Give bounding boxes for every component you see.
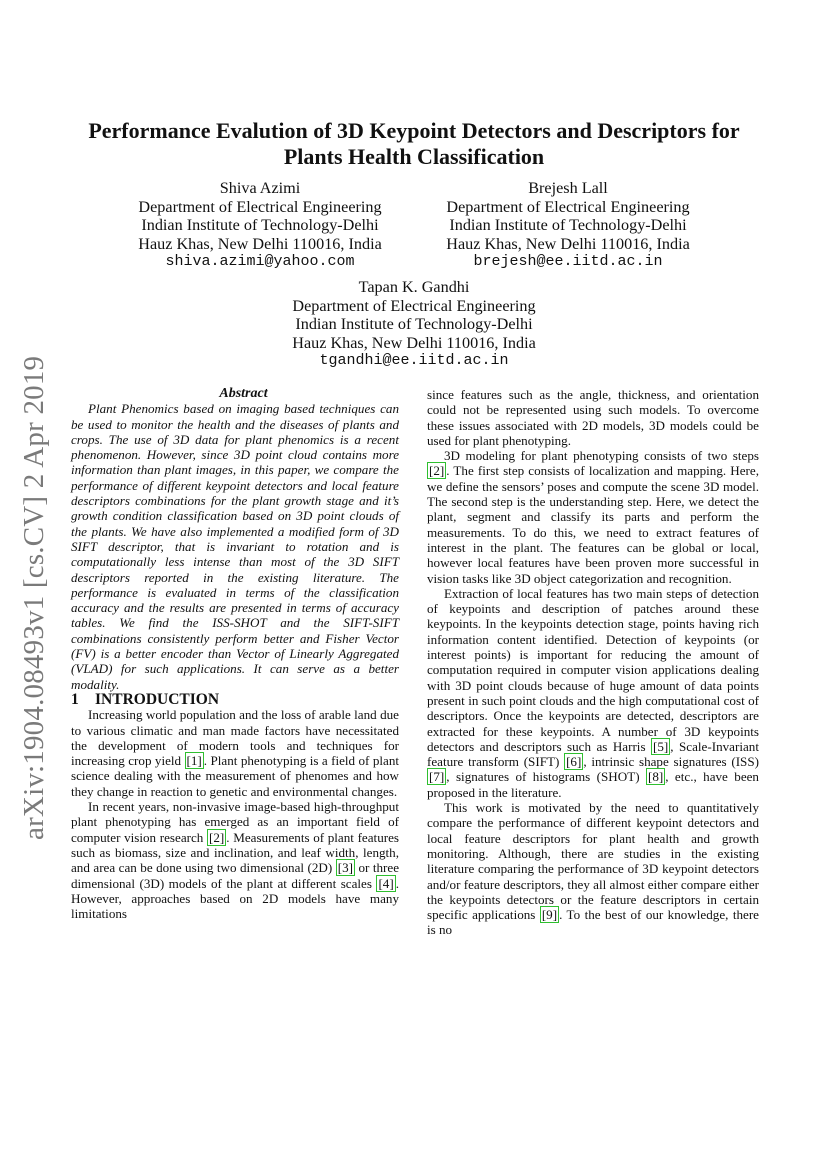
citation-link[interactable]: [5]	[653, 738, 669, 754]
paragraph: since features such as the angle, thickness, and orientation could not be represented using such models. To overcome these issues associated with 2D models, 3D models could be used for plant phenotyping.	[427, 387, 759, 448]
author-name: Shiva Azimi	[219, 179, 301, 197]
citation-link[interactable]: [2]	[209, 829, 225, 845]
citation-link[interactable]: [7]	[429, 769, 445, 785]
author-institution: Indian Institute of Technology-Delhi	[295, 315, 533, 333]
author-name: Brejesh Lall	[528, 179, 608, 197]
author-address: Hauz Khas, New Delhi 110016, India	[292, 333, 536, 352]
author-institution: Indian Institute of Technology-Delhi	[141, 216, 379, 234]
citation-link[interactable]: [1]	[186, 753, 202, 769]
citation-link[interactable]: [8]	[647, 769, 664, 785]
section-heading	[71, 692, 399, 707]
author-name: Tapan K. Gandhi	[358, 278, 470, 296]
citation-link[interactable]: [6]	[566, 754, 582, 770]
abstract-text: Plant Phenomics based on imaging based techniques can be used to monitor the health and the diseases of plants and crops. The use of 3D data for plant phenomics is a recent phenomenon. However, since 3D point cloud contains more information than plant images, in this paper, we compare the performance of different keypoint detectors and local feature descriptors combinations for the plant growth stage and it’s growth condition classification based on 3D point clouds of the plants. We have also implemented a modified form of 3D SIFT descriptor, that is invariant to rotation and is computationally less intense than most of the 3D SIFT descriptors reported in the existing literature. The performance is evaluated in terms of the classification accuracy and the results are presented in terms of accuracy tables. We find the ISS-SHOT and the SIFT-SIFT combinations consistently perform better and Fisher Vector (FV) is a better encoder than Vector of Linearly Aggregated (VLAD) for such applications. It can serve as a better modality.	[71, 401, 399, 692]
author-address: Hauz Khas, New Delhi 110016, India	[138, 234, 382, 253]
section-title: INTRODUCTION	[95, 690, 220, 708]
abstract	[71, 386, 399, 692]
author-department: Department of Electrical Engineering	[292, 296, 536, 315]
author-email[interactable]: tgandhi@ee.iitd.ac.in	[319, 352, 509, 369]
arxiv-identifier: arXiv:1904.08493v1 [cs.CV] 2 Apr 2019	[18, 355, 50, 840]
author-email[interactable]: shiva.azimi@yahoo.com	[165, 253, 355, 270]
paragraph: 3D modeling for plant phenotyping consists of two steps [2] . The first step consists of localization and mapping. Here, we define the sensors’ poses and compute the scene 3D model. The second step is the understanding step. Here, we detect the plant, segment and classify its parts and perform the measurements. To do this, we need to extract features of interest in the plant. The features can be global or local, however local features have been proven more successful in vision tasks like 3D object categorization and recognition.	[427, 448, 759, 586]
right-column	[427, 387, 759, 938]
author-block-2	[426, 179, 710, 272]
author-email[interactable]: brejesh@ee.iitd.ac.in	[473, 253, 663, 270]
citation-link[interactable]: [2]	[429, 463, 445, 479]
citation-link[interactable]: [3]	[337, 860, 353, 876]
paragraph: In recent years, non-invasive image-based high-throughput plant phenotyping has emerged as an important field of computer vision research [2] . Measurements of plant features such as biomass, size and inclination, and leaf width, length, and area can be done using two dimensional (2D) [3] or three dimensional (3D) models of the plant at different scales [4] . However, approaches based on 2D models have many limitations	[71, 799, 400, 922]
paper-title: Performance Evalution of 3D Keypoint Detectors and Descriptors for Plants Health Classification	[88, 118, 740, 169]
left-column	[71, 386, 399, 921]
author-block-1	[118, 179, 402, 272]
author-block-3	[268, 278, 560, 371]
paragraph: Extraction of local features has two main steps of detection of keypoints and description of patches around these keypoints. In the keypoints detection stage, points having rich information content identified. Detection of keypoints (or interest points) is important for reducing the amount of computation required in computer vision applications dealing with 3D point clouds because of huge amount of data points present in such point clouds and the high computational cost of descriptors. Once the keypoints are detected, descriptors are extracted for these keypoints. A number of 3D keypoints detectors and descriptors such as Harris [5] , Scale-Invariant feature transform (SIFT) [6] , intrinsic shape signatures (ISS) [7] , signatures of histograms (SHOT) [8] , etc., have been proposed in the literature.	[427, 585, 759, 800]
abstract-heading: Abstract	[219, 386, 268, 401]
author-institution: Indian Institute of Technology-Delhi	[449, 216, 687, 234]
paragraph: Increasing world population and the loss of arable land due to various climatic and man made factors have necessitated the development of modern tools and techniques for increasing crop yield [1] . Plant phenotyping is a field of plant science dealing with the measurement of phenomes and how they change in reaction to genetic and environmental changes.	[71, 707, 399, 799]
citation-link[interactable]: [4]	[378, 875, 394, 891]
section-number: 1	[71, 690, 79, 708]
paragraph: This work is motivated by the need to quantitatively compare the performance of different keypoint detectors and local feature descriptors for plant health and growth monitoring. Although, there are studies in the existing literature comparing the performance of 3D keypoint detectors and/or feature descriptors, they all almost either compare either the keypoints detectors or the feature descriptors in certain specific applications [9] . To the best of our knowledge, there is no	[427, 800, 759, 938]
author-department: Department of Electrical Engineering	[138, 197, 382, 216]
author-department: Department of Electrical Engineering	[446, 197, 690, 216]
citation-link[interactable]: [9]	[541, 907, 558, 923]
author-address: Hauz Khas, New Delhi 110016, India	[446, 234, 690, 253]
